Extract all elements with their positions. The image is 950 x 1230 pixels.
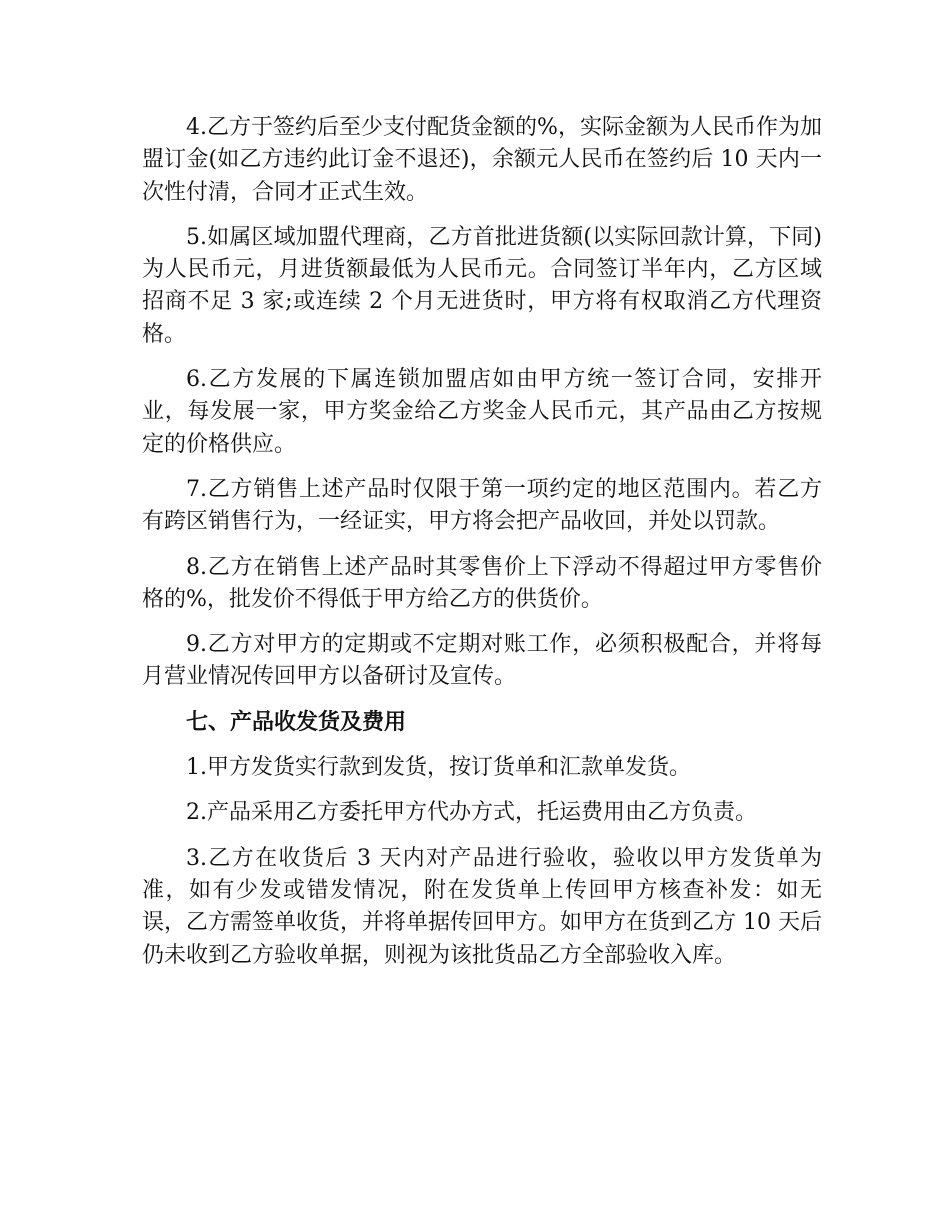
section-clause-1-paragraph: 1.甲方发货实行款到发货，按订货单和汇款单发货。 [186,755,691,781]
section-clause-3-paragraph: 3.乙方在收货后 3 天内对产品进行验收，验收以甲方发货单为准，如有少发或错发情况，附在发货单上传回甲方核查补发：如无误，乙方需签单收货，并将单据传回甲方。如甲方在货到乙方 10 天后仍未收到乙方验收单据，则视为该批货品乙方全部验收入库。 [142,845,822,968]
clause-8-paragraph: 8.乙方在销售上述产品时其零售价上下浮动不得超过甲方零售价格的%，批发价不得低于甲方给乙方的供货价。 [142,554,822,612]
document-page [142,112,822,985]
clause-7-paragraph: 7.乙方销售上述产品时仅限于第一项约定的地区范围内。若乙方有跨区销售行为，一经证实，甲方将会把产品收回，并处以罚款。 [142,476,822,535]
clause-4-paragraph: 4.乙方于签约后至少支付配货金额的%，实际金额为人民币作为加盟订金(如乙方违约此订金不退还)，余额元人民币在签约后 10 天内一次性付清，合同才正式生效。 [142,115,822,205]
clause-5-paragraph: 5.如属区域加盟代理商，乙方首批进货额(以实际回款计算，下同)为人民币元，月进货额最低为人民币元。合同签订半年内，乙方区域招商不足 3 家;或连续 2 个月无进货时，甲方将有权取消乙方代理资格。 [142,224,822,347]
section-heading: 七、产品收发货及费用 [186,709,407,735]
clause-6-paragraph: 6.乙方发展的下属连锁加盟店如由甲方统一签订合同，安排开业，每发展一家，甲方奖金给乙方奖金人民币元，其产品由乙方按规定的价格供应。 [142,367,822,457]
clause-9-paragraph: 9.乙方对甲方的定期或不定期对账工作，必须积极配合，并将每月营业情况传回甲方以备研讨及宣传。 [142,632,822,690]
section-clause-2-paragraph: 2.产品采用乙方委托甲方代办方式，托运费用由乙方负责。 [186,800,757,826]
